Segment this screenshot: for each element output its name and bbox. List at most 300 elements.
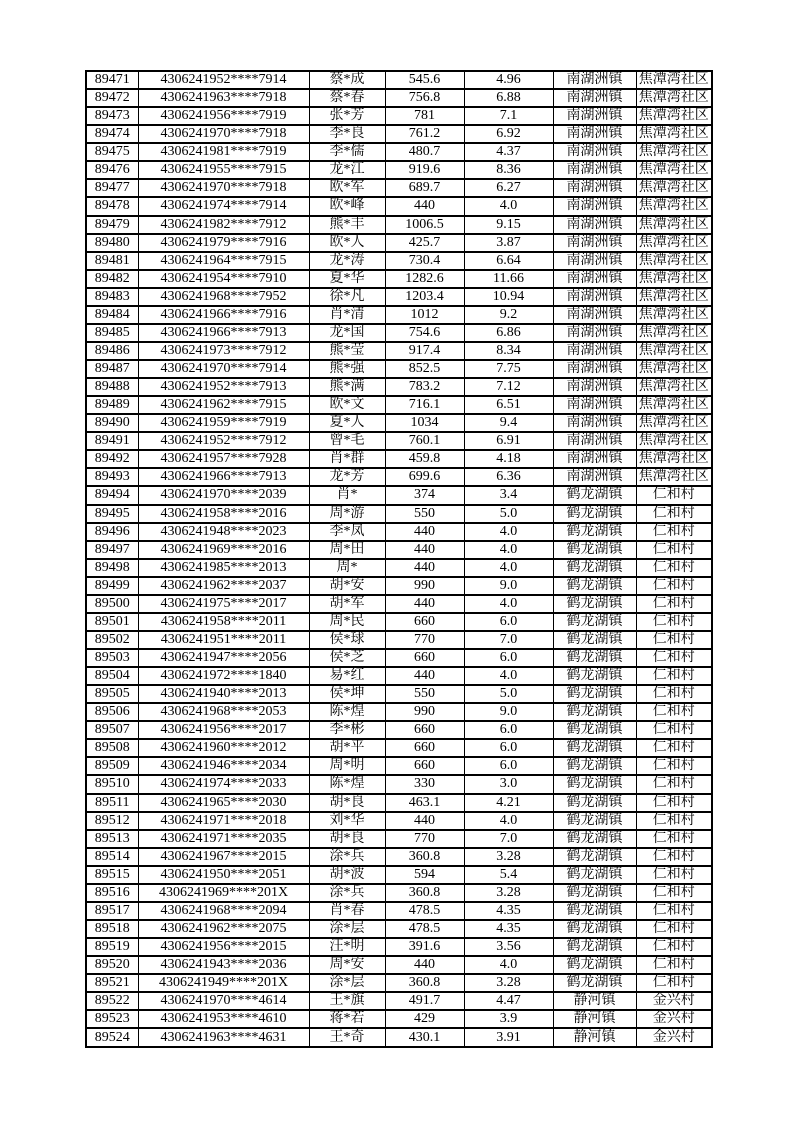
cell-subsidy-amount: 756.8 [385,89,464,107]
cell-area-mu: 6.64 [464,252,553,270]
cell-village: 仁和村 [636,577,712,595]
cell-area-mu: 5.4 [464,866,553,884]
cell-serial-number: 89516 [86,884,138,902]
cell-person-name: 周* [309,559,385,577]
cell-id-number: 4306241965****2030 [138,794,309,812]
cell-village: 焦潭湾社区 [636,306,712,324]
cell-town: 南湖洲镇 [553,342,636,360]
cell-id-number: 4306241962****2037 [138,577,309,595]
record-row [86,468,712,486]
cell-area-mu: 3.91 [464,1028,553,1047]
cell-id-number: 4306241975****2017 [138,595,309,613]
cell-person-name: 侯*坤 [309,685,385,703]
cell-town: 鹤龙湖镇 [553,938,636,956]
cell-serial-number: 89495 [86,505,138,523]
cell-village: 焦潭湾社区 [636,71,712,89]
cell-area-mu: 6.27 [464,179,553,197]
record-row [86,1010,712,1028]
cell-area-mu: 4.35 [464,920,553,938]
cell-town: 南湖洲镇 [553,270,636,288]
record-row [86,179,712,197]
cell-village: 焦潭湾社区 [636,197,712,215]
cell-person-name: 龙*国 [309,324,385,342]
cell-id-number: 4306241968****2053 [138,703,309,721]
cell-person-name: 欧*人 [309,234,385,252]
cell-id-number: 4306241970****4614 [138,992,309,1010]
cell-village: 仁和村 [636,667,712,685]
cell-subsidy-amount: 360.8 [385,884,464,902]
cell-subsidy-amount: 1006.5 [385,216,464,234]
cell-subsidy-amount: 545.6 [385,71,464,89]
record-row [86,848,712,866]
cell-id-number: 4306241948****2023 [138,523,309,541]
cell-id-number: 4306241963****4631 [138,1028,309,1047]
cell-person-name: 涂*兵 [309,848,385,866]
record-row [86,541,712,559]
cell-village: 仁和村 [636,685,712,703]
cell-serial-number: 89482 [86,270,138,288]
cell-town: 鹤龙湖镇 [553,739,636,757]
cell-area-mu: 3.0 [464,775,553,793]
cell-village: 仁和村 [636,739,712,757]
cell-village: 仁和村 [636,631,712,649]
cell-id-number: 4306241974****2033 [138,775,309,793]
cell-village: 仁和村 [636,703,712,721]
cell-village: 仁和村 [636,920,712,938]
cell-town: 南湖洲镇 [553,324,636,342]
cell-town: 鹤龙湖镇 [553,721,636,739]
cell-person-name: 涂*层 [309,920,385,938]
cell-id-number: 4306241981****7919 [138,143,309,161]
cell-serial-number: 89473 [86,107,138,125]
cell-serial-number: 89489 [86,396,138,414]
cell-person-name: 龙*涛 [309,252,385,270]
cell-subsidy-amount: 660 [385,721,464,739]
cell-serial-number: 89514 [86,848,138,866]
cell-serial-number: 89484 [86,306,138,324]
cell-id-number: 4306241956****7919 [138,107,309,125]
cell-id-number: 4306241973****7912 [138,342,309,360]
cell-town: 鹤龙湖镇 [553,974,636,992]
cell-area-mu: 6.36 [464,468,553,486]
cell-id-number: 4306241952****7912 [138,432,309,450]
cell-area-mu: 7.1 [464,107,553,125]
record-row [86,360,712,378]
cell-area-mu: 4.18 [464,450,553,468]
cell-person-name: 李*儒 [309,143,385,161]
cell-area-mu: 9.15 [464,216,553,234]
cell-village: 焦潭湾社区 [636,450,712,468]
cell-village: 仁和村 [636,757,712,775]
cell-subsidy-amount: 594 [385,866,464,884]
record-row [86,902,712,920]
cell-id-number: 4306241956****2015 [138,938,309,956]
cell-id-number: 4306241969****201X [138,884,309,902]
cell-serial-number: 89496 [86,523,138,541]
cell-town: 南湖洲镇 [553,288,636,306]
cell-area-mu: 6.0 [464,613,553,631]
cell-subsidy-amount: 730.4 [385,252,464,270]
cell-serial-number: 89521 [86,974,138,992]
cell-person-name: 张*芳 [309,107,385,125]
cell-id-number: 4306241967****2015 [138,848,309,866]
cell-village: 焦潭湾社区 [636,324,712,342]
cell-person-name: 蒋*若 [309,1010,385,1028]
cell-area-mu: 7.0 [464,830,553,848]
cell-serial-number: 89522 [86,992,138,1010]
cell-town: 鹤龙湖镇 [553,577,636,595]
cell-town: 鹤龙湖镇 [553,486,636,504]
cell-area-mu: 9.0 [464,577,553,595]
cell-village: 仁和村 [636,775,712,793]
cell-town: 鹤龙湖镇 [553,613,636,631]
cell-id-number: 4306241957****7928 [138,450,309,468]
cell-area-mu: 3.28 [464,884,553,902]
cell-id-number: 4306241966****7913 [138,324,309,342]
cell-subsidy-amount: 440 [385,595,464,613]
cell-area-mu: 5.0 [464,685,553,703]
record-row [86,757,712,775]
cell-village: 焦潭湾社区 [636,468,712,486]
cell-person-name: 胡*良 [309,794,385,812]
cell-village: 仁和村 [636,486,712,504]
cell-person-name: 龙*芳 [309,468,385,486]
record-row [86,830,712,848]
cell-serial-number: 89478 [86,197,138,215]
record-row [86,685,712,703]
cell-subsidy-amount: 440 [385,956,464,974]
record-row [86,794,712,812]
cell-village: 焦潭湾社区 [636,216,712,234]
cell-town: 鹤龙湖镇 [553,866,636,884]
cell-id-number: 4306241949****201X [138,974,309,992]
cell-area-mu: 4.47 [464,992,553,1010]
cell-town: 鹤龙湖镇 [553,830,636,848]
cell-area-mu: 3.28 [464,974,553,992]
cell-town: 鹤龙湖镇 [553,956,636,974]
cell-village: 仁和村 [636,613,712,631]
cell-id-number: 4306241959****7919 [138,414,309,432]
record-row [86,523,712,541]
cell-subsidy-amount: 430.1 [385,1028,464,1047]
cell-area-mu: 6.91 [464,432,553,450]
cell-id-number: 4306241962****2075 [138,920,309,938]
cell-id-number: 4306241960****2012 [138,739,309,757]
cell-village: 仁和村 [636,938,712,956]
cell-person-name: 周*田 [309,541,385,559]
cell-serial-number: 89518 [86,920,138,938]
cell-subsidy-amount: 478.5 [385,920,464,938]
record-row [86,667,712,685]
cell-person-name: 欧*峰 [309,197,385,215]
record-row [86,812,712,830]
cell-area-mu: 4.0 [464,541,553,559]
cell-area-mu: 8.36 [464,161,553,179]
cell-id-number: 4306241979****7916 [138,234,309,252]
cell-subsidy-amount: 761.2 [385,125,464,143]
cell-village: 焦潭湾社区 [636,107,712,125]
record-row [86,920,712,938]
cell-village: 仁和村 [636,649,712,667]
cell-village: 仁和村 [636,902,712,920]
cell-person-name: 欧*文 [309,396,385,414]
cell-serial-number: 89512 [86,812,138,830]
cell-subsidy-amount: 990 [385,703,464,721]
cell-person-name: 胡*平 [309,739,385,757]
record-row [86,703,712,721]
cell-town: 鹤龙湖镇 [553,505,636,523]
cell-town: 鹤龙湖镇 [553,541,636,559]
cell-subsidy-amount: 360.8 [385,848,464,866]
cell-serial-number: 89490 [86,414,138,432]
cell-serial-number: 89475 [86,143,138,161]
cell-area-mu: 6.0 [464,649,553,667]
cell-person-name: 胡*安 [309,577,385,595]
cell-subsidy-amount: 478.5 [385,902,464,920]
cell-village: 焦潭湾社区 [636,125,712,143]
cell-subsidy-amount: 760.1 [385,432,464,450]
cell-subsidy-amount: 1012 [385,306,464,324]
record-row [86,252,712,270]
record-row [86,956,712,974]
cell-id-number: 4306241962****7915 [138,396,309,414]
cell-id-number: 4306241969****2016 [138,541,309,559]
record-row [86,486,712,504]
cell-town: 南湖洲镇 [553,197,636,215]
cell-subsidy-amount: 1034 [385,414,464,432]
cell-town: 鹤龙湖镇 [553,902,636,920]
subsidy-records-table [85,70,713,1048]
cell-id-number: 4306241966****7913 [138,468,309,486]
cell-area-mu: 6.51 [464,396,553,414]
cell-serial-number: 89494 [86,486,138,504]
cell-id-number: 4306241968****2094 [138,902,309,920]
cell-person-name: 易*红 [309,667,385,685]
cell-serial-number: 89505 [86,685,138,703]
cell-village: 仁和村 [636,884,712,902]
cell-town: 鹤龙湖镇 [553,812,636,830]
record-row [86,649,712,667]
cell-id-number: 4306241972****1840 [138,667,309,685]
cell-area-mu: 4.0 [464,812,553,830]
cell-area-mu: 6.88 [464,89,553,107]
cell-id-number: 4306241952****7913 [138,378,309,396]
cell-subsidy-amount: 360.8 [385,974,464,992]
cell-serial-number: 89480 [86,234,138,252]
record-row [86,577,712,595]
record-row [86,89,712,107]
cell-subsidy-amount: 1282.6 [385,270,464,288]
cell-id-number: 4306241951****2011 [138,631,309,649]
cell-area-mu: 4.21 [464,794,553,812]
cell-town: 静河镇 [553,992,636,1010]
cell-person-name: 侯*芝 [309,649,385,667]
cell-subsidy-amount: 440 [385,523,464,541]
cell-id-number: 4306241955****7915 [138,161,309,179]
record-row [86,775,712,793]
cell-area-mu: 4.96 [464,71,553,89]
cell-village: 焦潭湾社区 [636,270,712,288]
record-row [86,197,712,215]
cell-person-name: 周*安 [309,956,385,974]
cell-area-mu: 6.86 [464,324,553,342]
cell-subsidy-amount: 491.7 [385,992,464,1010]
cell-village: 焦潭湾社区 [636,234,712,252]
cell-village: 仁和村 [636,956,712,974]
cell-village: 焦潭湾社区 [636,161,712,179]
cell-serial-number: 89477 [86,179,138,197]
cell-area-mu: 8.34 [464,342,553,360]
cell-id-number: 4306241971****2018 [138,812,309,830]
cell-person-name: 肖* [309,486,385,504]
cell-serial-number: 89487 [86,360,138,378]
cell-serial-number: 89513 [86,830,138,848]
cell-person-name: 李*凤 [309,523,385,541]
record-row [86,432,712,450]
cell-id-number: 4306241956****2017 [138,721,309,739]
cell-area-mu: 4.0 [464,595,553,613]
cell-person-name: 王*旗 [309,992,385,1010]
cell-person-name: 侯*球 [309,631,385,649]
record-row [86,884,712,902]
cell-serial-number: 89520 [86,956,138,974]
cell-subsidy-amount: 440 [385,667,464,685]
cell-town: 鹤龙湖镇 [553,631,636,649]
cell-village: 焦潭湾社区 [636,143,712,161]
cell-subsidy-amount: 1203.4 [385,288,464,306]
cell-village: 金兴村 [636,992,712,1010]
record-row [86,992,712,1010]
cell-serial-number: 89493 [86,468,138,486]
cell-area-mu: 7.12 [464,378,553,396]
cell-person-name: 欧*军 [309,179,385,197]
cell-subsidy-amount: 783.2 [385,378,464,396]
cell-area-mu: 4.37 [464,143,553,161]
cell-town: 鹤龙湖镇 [553,595,636,613]
record-row [86,216,712,234]
record-row [86,505,712,523]
cell-person-name: 周*游 [309,505,385,523]
cell-serial-number: 89517 [86,902,138,920]
record-row [86,107,712,125]
cell-serial-number: 89504 [86,667,138,685]
cell-person-name: 熊*强 [309,360,385,378]
cell-person-name: 胡*军 [309,595,385,613]
cell-subsidy-amount: 754.6 [385,324,464,342]
cell-serial-number: 89511 [86,794,138,812]
cell-subsidy-amount: 440 [385,197,464,215]
cell-subsidy-amount: 440 [385,541,464,559]
record-row [86,125,712,143]
cell-area-mu: 4.0 [464,956,553,974]
cell-person-name: 肖*春 [309,902,385,920]
cell-town: 南湖洲镇 [553,378,636,396]
cell-person-name: 周*民 [309,613,385,631]
cell-serial-number: 89506 [86,703,138,721]
cell-town: 南湖洲镇 [553,252,636,270]
cell-person-name: 熊*莹 [309,342,385,360]
cell-person-name: 夏*人 [309,414,385,432]
cell-serial-number: 89498 [86,559,138,577]
cell-town: 南湖洲镇 [553,161,636,179]
cell-town: 鹤龙湖镇 [553,703,636,721]
record-row [86,595,712,613]
cell-village: 焦潭湾社区 [636,378,712,396]
cell-serial-number: 89486 [86,342,138,360]
cell-subsidy-amount: 660 [385,757,464,775]
cell-serial-number: 89515 [86,866,138,884]
cell-serial-number: 89479 [86,216,138,234]
cell-village: 仁和村 [636,974,712,992]
cell-id-number: 4306241950****2051 [138,866,309,884]
cell-person-name: 蔡*春 [309,89,385,107]
cell-serial-number: 89519 [86,938,138,956]
cell-subsidy-amount: 440 [385,812,464,830]
cell-person-name: 周*明 [309,757,385,775]
cell-village: 仁和村 [636,505,712,523]
cell-village: 焦潭湾社区 [636,252,712,270]
cell-town: 南湖洲镇 [553,143,636,161]
cell-id-number: 4306241953****4610 [138,1010,309,1028]
cell-id-number: 4306241968****7952 [138,288,309,306]
cell-id-number: 4306241952****7914 [138,71,309,89]
record-row [86,342,712,360]
cell-town: 鹤龙湖镇 [553,523,636,541]
cell-area-mu: 3.87 [464,234,553,252]
cell-serial-number: 89497 [86,541,138,559]
record-row [86,306,712,324]
cell-village: 仁和村 [636,559,712,577]
cell-town: 鹤龙湖镇 [553,757,636,775]
cell-village: 焦潭湾社区 [636,432,712,450]
cell-subsidy-amount: 990 [385,577,464,595]
cell-serial-number: 89471 [86,71,138,89]
cell-person-name: 龙*江 [309,161,385,179]
record-row [86,71,712,89]
cell-serial-number: 89509 [86,757,138,775]
cell-person-name: 刘*华 [309,812,385,830]
cell-id-number: 4306241970****7918 [138,125,309,143]
cell-village: 焦潭湾社区 [636,342,712,360]
cell-person-name: 胡*波 [309,866,385,884]
record-row [86,396,712,414]
cell-person-name: 徐*凡 [309,288,385,306]
cell-area-mu: 6.0 [464,739,553,757]
cell-area-mu: 3.4 [464,486,553,504]
cell-serial-number: 89500 [86,595,138,613]
cell-town: 南湖洲镇 [553,89,636,107]
cell-serial-number: 89485 [86,324,138,342]
cell-serial-number: 89503 [86,649,138,667]
cell-area-mu: 9.0 [464,703,553,721]
cell-id-number: 4306241946****2034 [138,757,309,775]
record-row [86,866,712,884]
cell-id-number: 4306241971****2035 [138,830,309,848]
cell-serial-number: 89481 [86,252,138,270]
cell-village: 焦潭湾社区 [636,360,712,378]
cell-id-number: 4306241940****2013 [138,685,309,703]
cell-village: 焦潭湾社区 [636,414,712,432]
cell-id-number: 4306241943****2036 [138,956,309,974]
cell-town: 鹤龙湖镇 [553,884,636,902]
cell-town: 南湖洲镇 [553,432,636,450]
cell-town: 南湖洲镇 [553,396,636,414]
cell-serial-number: 89501 [86,613,138,631]
cell-person-name: 李*良 [309,125,385,143]
cell-subsidy-amount: 550 [385,685,464,703]
cell-town: 南湖洲镇 [553,125,636,143]
cell-subsidy-amount: 919.6 [385,161,464,179]
